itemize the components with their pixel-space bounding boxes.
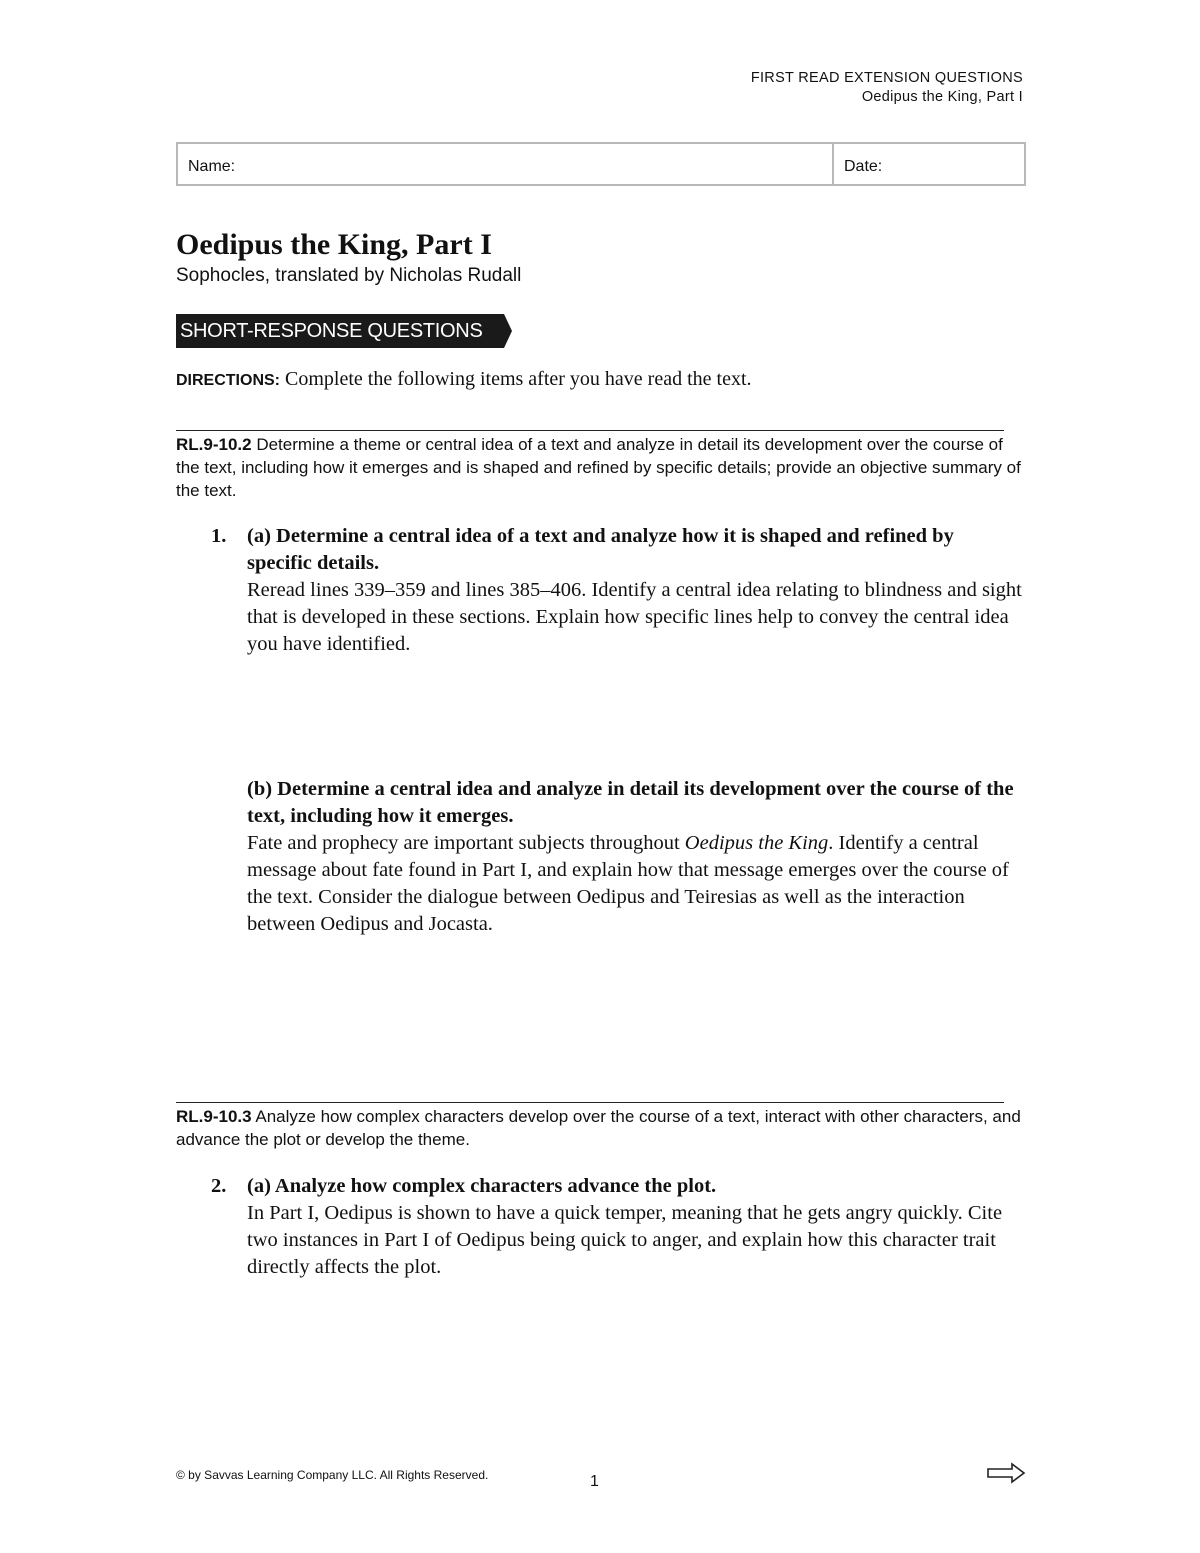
prompt-text: . Identify a central message about fate found in Part I, and explain how that message emerges over the course of the text. Consider the dialogue between Oedipus and Teiresias as well as the interaction between Oedipus and Jocasta. [247, 832, 1009, 935]
directions [176, 366, 752, 394]
standard-text: Determine a theme or central idea of a text and analyze in detail its development over the course of the text, including how it emerges and is shaped and refined by specific details; provide an objective summary of the text. [176, 435, 1021, 500]
question-heading: (a) Analyze how complex characters advance the plot. [247, 1175, 717, 1197]
standard-block [176, 433, 1026, 502]
question-part-b [247, 776, 1022, 938]
banner-label: SHORT-RESPONSE QUESTIONS [180, 320, 483, 342]
section-divider [176, 430, 1004, 431]
copyright-notice: © by Savvas Learning Company LLC. All Rights Reserved. [176, 1468, 489, 1482]
question-prompt: Reread lines 339–359 and lines 385–406. Identify a central idea relating to blindness and sight that is developed in these sections. Explain how specific lines help to convey the central idea you have identified. [247, 579, 1022, 655]
prompt-text: Fate and prophecy are important subjects throughout [247, 832, 685, 854]
work-title: Oedipus the King [684, 832, 829, 854]
header-series-title: FIRST READ EXTENSION QUESTIONS [750, 70, 1023, 86]
directions-text: Complete the following items after you have read the text. [285, 368, 752, 390]
page-number: 1 [590, 1473, 599, 1490]
section-divider [176, 1102, 1004, 1103]
standard-code: RL.9-10.3 [176, 1107, 252, 1126]
question-prompt [247, 830, 1022, 938]
question-item [176, 523, 1026, 658]
standard-code: RL.9-10.2 [176, 435, 252, 454]
right-arrow-icon[interactable] [986, 1462, 1026, 1489]
author-line: Sophocles, translated by Nicholas Rudall [176, 265, 522, 286]
section-banner [176, 314, 512, 348]
name-date-box [176, 142, 1026, 186]
name-label: Name: [188, 158, 236, 175]
name-field[interactable] [178, 144, 834, 184]
standard-text: Analyze how complex characters develop over the course of a text, interact with other characters, and advance the plot or develop the theme. [176, 1107, 1021, 1149]
directions-label: DIRECTIONS: [176, 372, 280, 389]
question-number: 1. [211, 525, 227, 547]
question-heading: (a) Determine a central idea of a text and analyze how it is shaped and refined by specific details. [247, 525, 954, 574]
date-field[interactable] [834, 144, 1024, 184]
date-label: Date: [844, 158, 883, 175]
question-prompt: In Part I, Oedipus is shown to have a quick temper, meaning that he gets angry quickly. Cite two instances in Part I of Oedipus being quick to anger, and explain how this character trait directly affects the plot. [247, 1202, 1003, 1278]
standard-block [176, 1105, 1026, 1151]
question-number: 2. [211, 1175, 227, 1197]
question-part-a [247, 523, 1022, 658]
header-selection-title: Oedipus the King, Part I [861, 89, 1023, 105]
question-item [176, 776, 1026, 938]
question-item [176, 1173, 1026, 1281]
question-heading: (b) Determine a central idea and analyze in detail its development over the course of the text, including how it emerges. [247, 778, 1014, 827]
running-header [751, 69, 1023, 107]
question-part-a [247, 1173, 1022, 1281]
page-title: Oedipus the King, Part I [176, 228, 492, 261]
